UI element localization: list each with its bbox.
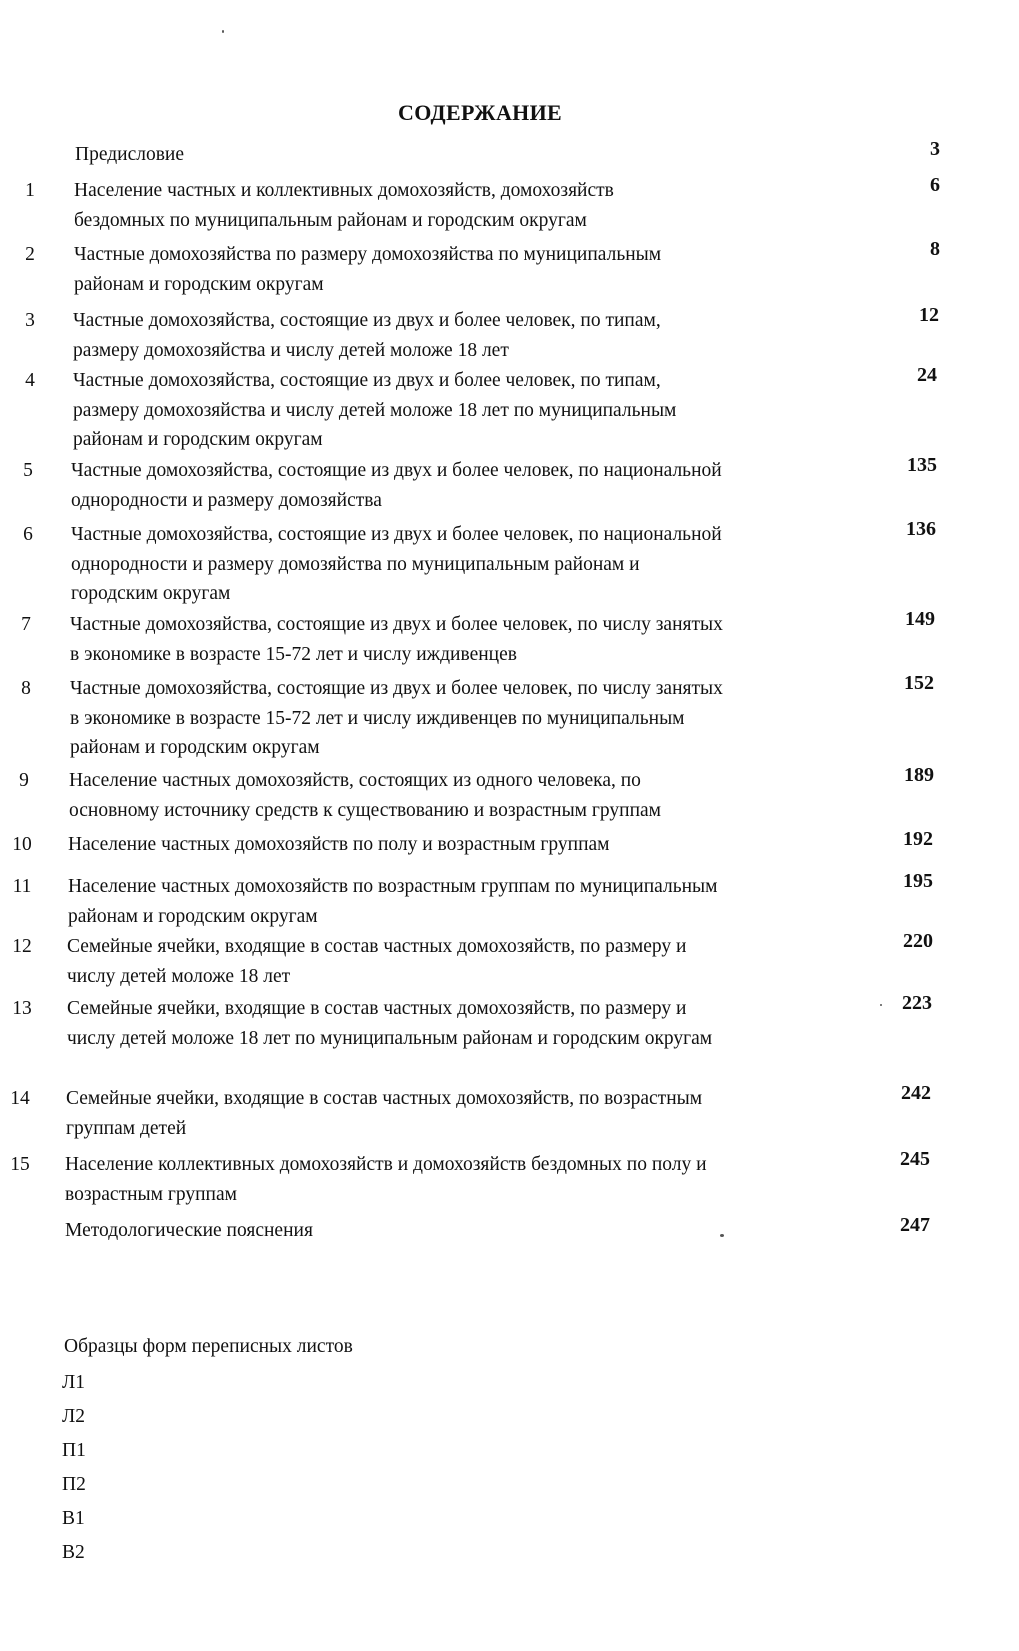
scan-speck (720, 1234, 724, 1237)
toc-entry-title-line: Методологические пояснения (65, 1220, 313, 1241)
toc-entry-title-line: Частные домохозяйства, состоящие из двух и более человек, по числу занятых (70, 678, 723, 699)
toc-entry-number: 10 (12, 834, 32, 855)
form-item: Л1 (62, 1372, 85, 1393)
toc-entry-title-line: размеру домохозяйства и числу детей моложе 18 лет (73, 339, 509, 361)
toc-entry-title-line: Частные домохозяйства, состоящие из двух и более человек, по национальной (71, 524, 722, 545)
toc-entry-number: 13 (12, 998, 32, 1019)
toc-entry-title-line: Население частных и коллективных домохозяйств, домохозяйств (74, 180, 614, 201)
toc-entry-title-line: однородности и размеру домозяйства по муниципальным районам и (71, 553, 640, 575)
form-item: П1 (62, 1440, 86, 1461)
toc-entry-title-line: Семейные ячейки, входящие в состав частных домохозяйств, по размеру и (67, 936, 687, 957)
toc-entry-title-line: Население частных домохозяйств по возрастным группам по муниципальным (68, 876, 718, 897)
toc-entry-title-line: Население частных домохозяйств, состоящих из одного человека, по (69, 770, 641, 791)
toc-entry-number: 6 (23, 524, 33, 545)
page-title: СОДЕРЖАНИЕ (398, 100, 562, 125)
toc-entry-title-line: Частные домохозяйства, состоящие из двух и более человек, по числу занятых (70, 614, 723, 635)
toc-entry-title-line: однородности и размеру домозяйства (71, 489, 382, 511)
toc-entry-title-line: Частные домохозяйства, состоящие из двух и более человек, по типам, (73, 370, 661, 391)
toc-entry-number: 5 (23, 460, 33, 481)
toc-entry-title-line: районам и городским округам (73, 429, 323, 450)
toc-entry-title-line: Частные домохозяйства по размеру домохозяйства по муниципальным (74, 244, 662, 265)
toc-entry-number: 8 (21, 678, 31, 699)
toc-entry-title-line: в экономике в возрасте 15-72 лет и числу иждивенцев по муниципальным (70, 707, 685, 729)
toc-entry-number: 4 (25, 370, 35, 391)
toc-entry-page-number: 195 (903, 870, 933, 892)
toc-entry-number: 14 (10, 1088, 30, 1109)
toc-entry-title-line: районам и городским округам (70, 737, 320, 758)
form-item: Л2 (62, 1406, 85, 1427)
toc-entry-title-line: Семейные ячейки, входящие в состав частных домохозяйств, по возрастным (66, 1088, 703, 1109)
toc-entry-number: 11 (12, 876, 32, 897)
toc-entry-page-number: 3 (930, 138, 940, 160)
toc-entry-title-line: Население коллективных домохозяйств и домохозяйств бездомных по полу и (65, 1154, 707, 1175)
toc-entry-number: 2 (25, 244, 35, 265)
toc-entry-page-number: 220 (903, 930, 933, 952)
forms-section-title: Образцы форм переписных листов (64, 1336, 353, 1357)
toc-entry-page-number: 149 (905, 608, 935, 630)
toc-entry-page-number: 152 (904, 672, 934, 694)
toc-entry-number: 9 (19, 770, 29, 791)
form-item: В1 (62, 1508, 85, 1529)
toc-entry-title-line: Семейные ячейки, входящие в состав частных домохозяйств, по размеру и (67, 998, 687, 1019)
toc-entry-title-line: районам и городским округам (74, 273, 324, 295)
toc-entry-title-line: городским округам (71, 583, 231, 604)
toc-entry-page-number: 242 (901, 1082, 931, 1104)
toc-entry-number: 1 (25, 180, 35, 201)
toc-entry-title-line: бездомных по муниципальным районам и городским округам (74, 209, 587, 231)
scan-speck (222, 30, 224, 33)
toc-entry-title-line: районам и городским округам (68, 905, 318, 927)
toc-entry-page-number: 247 (900, 1214, 930, 1236)
toc-entry-number: 7 (21, 614, 31, 635)
toc-entry-page-number: 12 (919, 304, 939, 326)
toc-entry-page-number: 189 (904, 764, 934, 786)
toc-entry-title-line: числу детей моложе 18 лет (67, 965, 291, 987)
toc-entry-number: 12 (12, 936, 32, 957)
toc-entry-page-number: 192 (903, 828, 933, 850)
toc-entry-number: 15 (10, 1154, 30, 1175)
toc-entry-page-number: 6 (930, 174, 940, 196)
toc-entry-title-line: в экономике в возрасте 15-72 лет и числу иждивенцев (70, 643, 517, 665)
toc-entry-title-line: Население частных домохозяйств по полу и возрастным группам (68, 834, 610, 855)
toc-entry-page-number: 245 (900, 1148, 930, 1170)
toc-entry-title-line: числу детей моложе 18 лет по муниципальным районам и городским округам (67, 1027, 713, 1049)
toc-entry-page-number: 136 (906, 518, 936, 540)
toc-entry-title-line: Предисловие (75, 144, 185, 165)
toc-entry-page-number: 223 (902, 992, 932, 1014)
toc-entry-page-number: 135 (907, 454, 937, 476)
form-item: В2 (62, 1542, 85, 1563)
scan-speck (880, 1004, 882, 1006)
toc-entry-title-line: Частные домохозяйства, состоящие из двух и более человек, по национальной (71, 460, 722, 481)
toc-entry-title-line: возрастным группам (65, 1183, 237, 1205)
toc-entry-title-line: группам детей (66, 1117, 187, 1139)
toc-entry-page-number: 24 (917, 364, 937, 386)
toc-entry-number: 3 (25, 310, 35, 331)
toc-entry-title-line: размеру домохозяйства и числу детей моложе 18 лет по муниципальным (73, 399, 677, 421)
toc-entry-page-number: 8 (930, 238, 940, 260)
toc-entry-title-line: Частные домохозяйства, состоящие из двух и более человек, по типам, (73, 310, 661, 331)
form-item: П2 (62, 1474, 86, 1495)
toc-entry-title-line: основному источнику средств к существованию и возрастным группам (69, 799, 661, 821)
